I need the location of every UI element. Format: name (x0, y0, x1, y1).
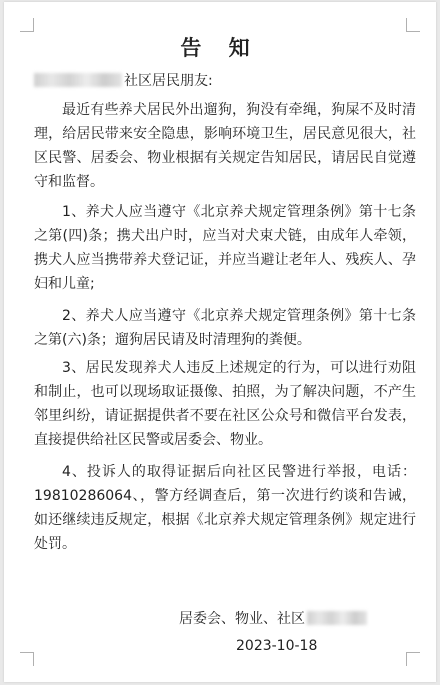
signature (179, 608, 369, 628)
notice-title: 告 知 (180, 36, 260, 60)
crop-mark-top-left (20, 18, 34, 32)
paragraph-rule-1: 1、养犬人应当遵守《北京养犬规定管理条例》第十七条之第(四)条；携犬出户时，应当对犬束犬链，由成年人牵领，携犬人应当携带养犬登记证，并应当避让老年人、残疾人、孕妇和儿童; (34, 204, 416, 292)
notice-date: 2023-10-18 (236, 638, 318, 654)
salutation-text: 社区居民朋友: (124, 73, 213, 89)
crop-mark-bottom-left (20, 652, 34, 666)
crop-mark-top-right (406, 18, 420, 32)
redacted-signature-name (307, 611, 367, 625)
crop-mark-bottom-right (406, 652, 420, 666)
notice-document (4, 2, 436, 682)
redacted-community-name (34, 73, 122, 87)
salutation (34, 70, 213, 90)
signature-text: 居委会、物业、社区 (179, 611, 305, 627)
paragraph-rule-3: 3、居民发现养犬人违反上述规定的行为，可以进行劝阻和制止，也可以现场取证摄像、拍照，为了解决问题，不产生邻里纠纷，请证据提供者不要在社区公众号和微信平台发表，直接提供给社区民警或居委会、物业。 (34, 360, 416, 448)
paragraph-rule-2: 2、养犬人应当遵守《北京养犬规定管理条例》第十七条之第(六)条；遛狗居民请及时清理狗的粪便。 (34, 308, 416, 348)
paragraph-intro: 最近有些养犬居民外出遛狗，狗没有牵绳，狗屎不及时清理，给居民带来安全隐患，影响环境卫生，居民意见很大，社区民警、居委会、物业根据有关规定告知居民，请居民自觉遵守和监督。 (34, 102, 416, 190)
paragraph-rule-4: 4、投诉人的取得证据后向社区民警进行举报，电话：19810286064、，警方经调查后，第一次进行约谈和告诫，如还继续违反规定，根据《北京养犬规定管理条例》规定进行处罚。 (34, 464, 416, 552)
